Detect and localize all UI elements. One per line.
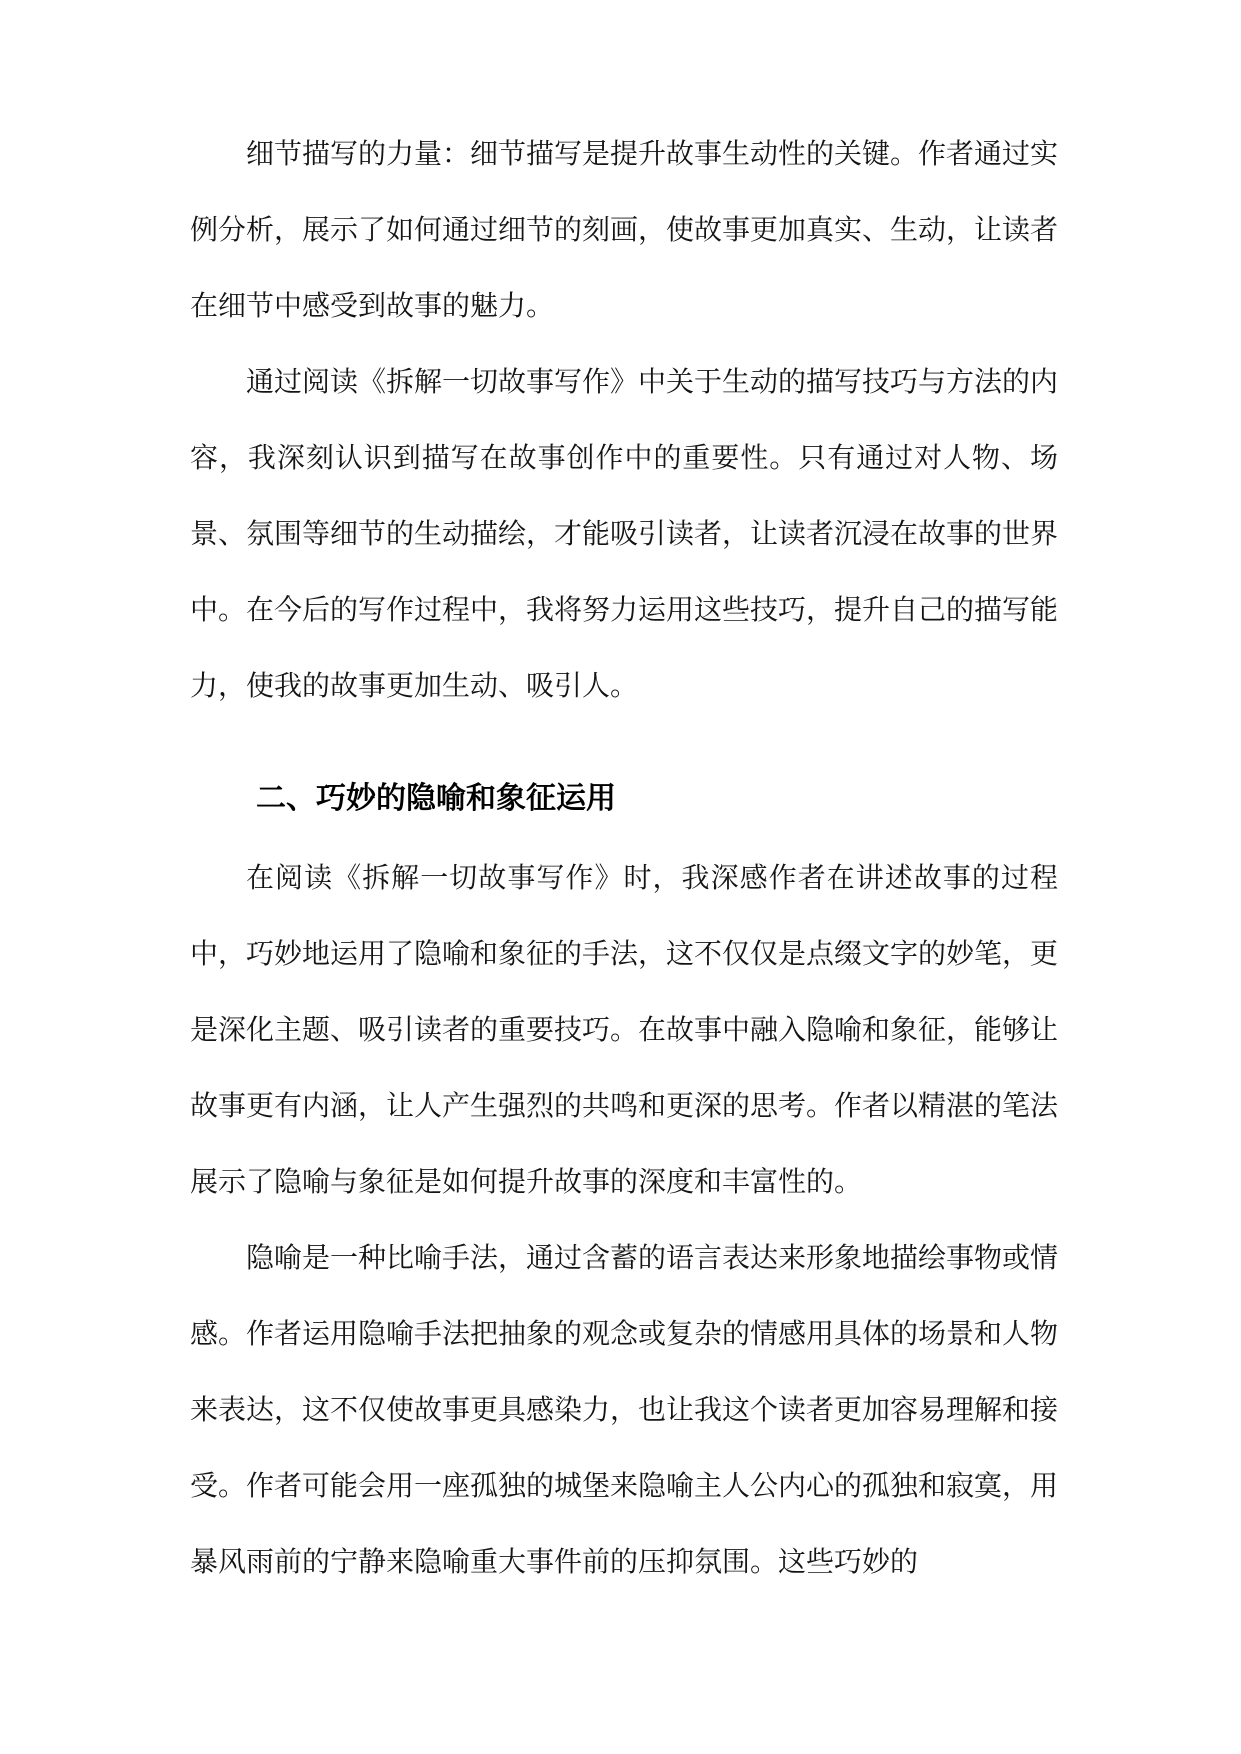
paragraph-metaphor-definition: 隐喻是一种比喻手法，通过含蓄的语言表达来形象地描绘事物或情感。作者运用隐喻手法把抽象的观念或复杂的情感用具体的场景和人物来表达，这不仅使故事更具感染力，也让我这个读者更加容易理解和接受。作者可能会用一座孤独的城堡来隐喻主人公内心的孤独和寂寞，用暴风雨前的宁静来隐喻重大事件前的压抑氛围。这些巧妙的: [190, 1241, 1059, 1578]
paragraph-reading-reflection: 通过阅读《拆解一切故事写作》中关于生动的描写技巧与方法的内容，我深刻认识到描写在故事创作中的重要性。只有通过对人物、场景、氛围等细节的生动描绘，才能吸引读者，让读者沉浸在故事的世界中。在今后的写作过程中，我将努力运用这些技巧，提升自己的描写能力，使我的故事更加生动、吸引人。: [190, 365, 1059, 702]
document-body: [190, 116, 1058, 1600]
paragraph-metaphor-intro: 在阅读《拆解一切故事写作》时，我深感作者在讲述故事的过程中，巧妙地运用了隐喻和象征的手法，这不仅仅是点缀文字的妙笔，更是深化主题、吸引读者的重要技巧。在故事中融入隐喻和象征，能够让故事更有内涵，让人产生强烈的共鸣和更深的思考。作者以精湛的笔法展示了隐喻与象征是如何提升故事的深度和丰富性的。: [190, 861, 1059, 1198]
section-heading-metaphor-symbolism: 二、巧妙的隐喻和象征运用: [256, 781, 616, 816]
spacer: [190, 724, 1058, 764]
paragraph-detail-description: 细节描写的力量：细节描写是提升故事生动性的关键。作者通过实例分析，展示了如何通过细节的刻画，使故事更加真实、生动，让读者在细节中感受到故事的魅力。: [190, 137, 1059, 322]
